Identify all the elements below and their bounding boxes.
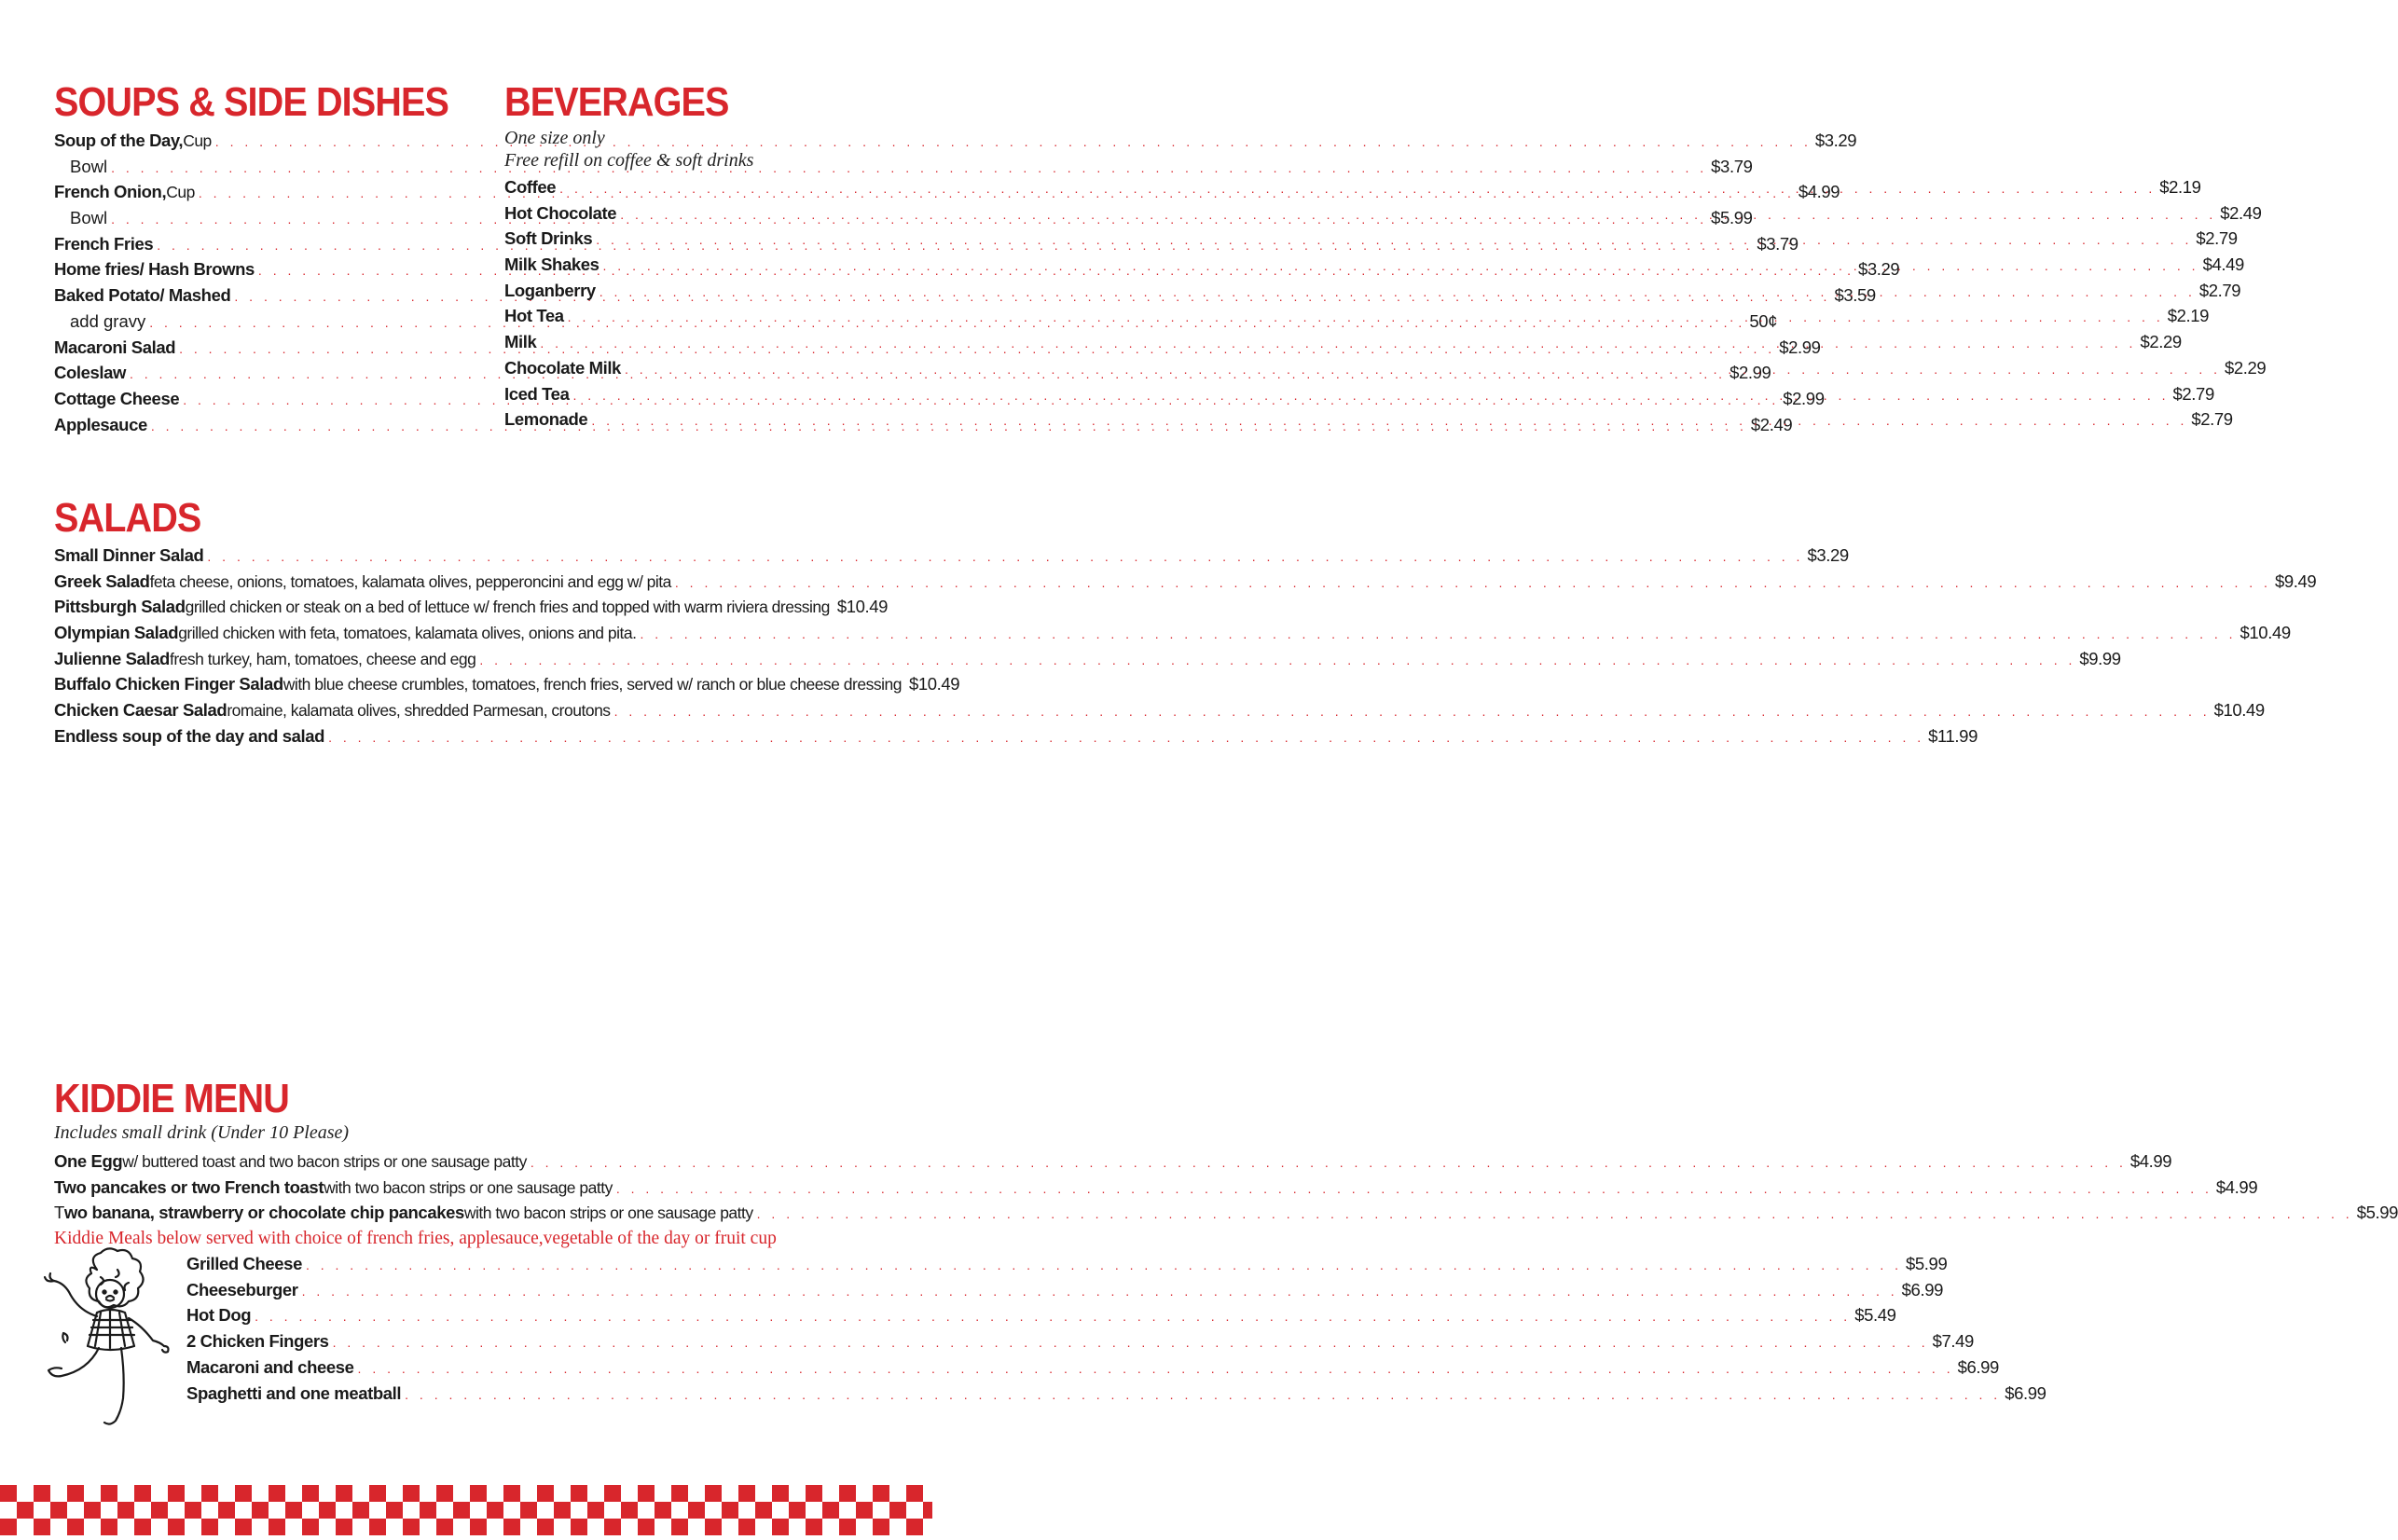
menu-item-price: 50¢ — [1749, 310, 1777, 331]
menu-item-variant: Bowl — [70, 208, 108, 228]
menu-item-row — [186, 1251, 1948, 1277]
dot-leader — [572, 383, 2169, 409]
menu-item-description: with two bacon strips or one sausage patty — [324, 1177, 613, 1197]
salads-section — [54, 494, 2317, 749]
menu-item-description: with blue cheese crumbles, tomatoes, french fries, served w/ ranch or blue cheese dressing — [283, 675, 902, 694]
menu-item-name: Olympian Salad — [54, 623, 179, 643]
menu-item-price: $11.99 — [1928, 725, 1978, 746]
menu-item-price: $2.19 — [2167, 306, 2210, 326]
dot-leader — [333, 1330, 1929, 1356]
menu-item-price: $3.79 — [1711, 156, 1753, 176]
menu-item-name: Soup of the Day, — [54, 131, 184, 150]
menu-item-price: $4.99 — [2215, 1176, 2258, 1197]
dot-leader — [479, 648, 2075, 674]
menu-item-price: $2.99 — [1779, 337, 1821, 357]
dot-leader — [616, 1176, 2212, 1203]
kiddie-title: KIDDIE MENU — [54, 1076, 289, 1121]
beverages-title: BEVERAGES — [504, 79, 729, 125]
menu-item-name: Coleslaw — [54, 363, 126, 383]
menu-item-price: $5.99 — [1711, 208, 1753, 228]
menu-item-row — [54, 569, 2317, 595]
menu-item-name: Chicken Caesar Salad — [54, 700, 227, 721]
menu-item-name: Hot Tea — [504, 306, 564, 326]
menu-item-name: Applesauce — [54, 414, 147, 434]
menu-item-row — [54, 646, 2121, 672]
menu-item-name: Two pancakes or two French toast — [54, 1176, 324, 1197]
kiddie-list — [54, 1148, 2398, 1226]
salads-title: SALADS — [54, 495, 201, 541]
menu-item-price: $4.49 — [2202, 254, 2244, 275]
dot-leader — [596, 227, 2192, 254]
menu-item-name: Julienne Salad — [54, 648, 170, 668]
menu-item-variant: add gravy — [70, 310, 146, 331]
menu-item-price: $2.19 — [2159, 177, 2201, 197]
menu-item-name: Milk — [504, 332, 537, 352]
menu-item-name: Spaghetti and one meatball — [186, 1382, 402, 1403]
menu-item-name: Cheeseburger — [186, 1279, 298, 1299]
menu-item-price: $2.49 — [1750, 414, 1793, 434]
menu-item-price: $10.49 — [836, 597, 889, 617]
menu-item-variant: Bowl — [70, 156, 108, 176]
menu-item-price: $2.29 — [2140, 332, 2182, 352]
menu-item-price: $2.79 — [2191, 409, 2233, 430]
menu-item-row — [54, 1175, 2258, 1201]
kiddie-meals-note: Kiddie Meals below served with choice of french fries, applesauce,vegetable of the day or fruit cup — [54, 1229, 777, 1249]
menu-item-price: $3.29 — [1807, 545, 1849, 565]
menu-item-row — [54, 723, 1978, 749]
dot-leader — [603, 254, 2199, 280]
menu-item-description: feta cheese, onions, tomatoes, kalamata olives, pepperoncini and egg w/ pita — [149, 571, 671, 591]
menu-item-name: Baked Potato/ Mashed — [54, 285, 231, 306]
menu-item-name: Iced Tea — [504, 383, 570, 404]
dot-leader — [568, 305, 2164, 331]
menu-item-price: $2.49 — [2220, 202, 2262, 223]
menu-item-price: $7.49 — [1932, 1331, 1974, 1352]
menu-item-row — [54, 697, 2265, 723]
dot-leader — [675, 571, 2271, 597]
dot-leader — [405, 1382, 2001, 1409]
menu-item-price: $3.29 — [1814, 131, 1857, 150]
menu-item-row — [186, 1381, 2047, 1407]
dot-leader — [215, 130, 1812, 156]
menu-item-description: w/ buttered toast and two bacon strips or one sausage patty — [122, 1152, 527, 1171]
menu-item-description: grilled chicken with feta, tomatoes, kalamata olives, onions and pita. — [178, 624, 637, 643]
menu-item-description: romaine, kalamata olives, shredded Parmesan, croutons — [227, 701, 611, 721]
menu-item-price: $5.99 — [1906, 1254, 1948, 1274]
menu-item-price: $9.49 — [2274, 571, 2317, 591]
menu-item-name: Chocolate Milk — [504, 357, 621, 378]
kiddie-note: Includes small drink (Under 10 Please) — [54, 1122, 350, 1143]
beverages-note-size: One size only — [504, 128, 605, 148]
menu-item-description: Cup — [183, 131, 212, 150]
menu-item-name: wo banana, strawberry or chocolate chip pancakes — [63, 1203, 464, 1223]
menu-item-row — [186, 1302, 1896, 1328]
menu-item-name: Hot Chocolate — [504, 202, 617, 223]
dot-leader — [328, 725, 1924, 751]
dot-leader — [591, 408, 2187, 434]
locai-section — [54, 817, 875, 818]
menu-item-row — [186, 1277, 1943, 1303]
dot-leader — [302, 1279, 1898, 1305]
dancing-chef-kid-icon — [32, 1249, 172, 1428]
menu-item-name: Cottage Cheese — [54, 388, 180, 408]
menu-item-price: $2.79 — [2198, 280, 2241, 300]
menu-item-row — [54, 594, 889, 620]
menu-item-price: $4.99 — [1798, 182, 1840, 202]
menu-item-name: French Onion, — [54, 182, 167, 202]
salads-list — [54, 543, 2317, 749]
menu-item-name: Loganberry — [504, 280, 596, 300]
checkerboard-footer — [0, 1485, 932, 1535]
menu-item-name: Macaroni Salad — [54, 337, 176, 357]
soups-title: SOUPS & SIDE DISHES — [54, 79, 449, 125]
menu-item-name: Endless soup of the day and salad — [54, 725, 325, 746]
menu-item-row — [54, 543, 1849, 569]
menu-item-price: $6.99 — [1957, 1356, 1999, 1377]
menu-item-row — [186, 1354, 1999, 1381]
menu-item-description: fresh turkey, ham, tomatoes, cheese and egg — [169, 649, 476, 668]
menu-item-name: Macaroni and cheese — [186, 1356, 354, 1377]
dot-leader — [620, 202, 2216, 228]
menu-item-name: Grilled Cheese — [186, 1254, 302, 1274]
dot-leader — [559, 176, 2156, 202]
menu-item-name: Buffalo Chicken Finger Salad — [54, 674, 283, 694]
menu-item-price: $4.99 — [2129, 1151, 2172, 1171]
menu-item-row — [54, 671, 960, 697]
menu-item-price: $10.49 — [2240, 623, 2291, 643]
dot-leader — [625, 357, 2221, 383]
menu-item-price: $3.59 — [1834, 285, 1876, 306]
dot-leader — [540, 331, 2136, 357]
dot-leader — [614, 699, 2211, 725]
dot-leader — [306, 1253, 1902, 1279]
menu-item-price: $2.79 — [2172, 383, 2214, 404]
menu-item-name: French Fries — [54, 233, 154, 254]
dot-leader — [255, 1304, 1851, 1330]
menu-item-name: Soft Drinks — [504, 228, 593, 249]
menu-item-description: Cup — [166, 183, 195, 202]
menu-item-price: $2.79 — [2196, 228, 2238, 249]
dot-leader — [640, 622, 2236, 648]
menu-item-price: $3.79 — [1757, 233, 1798, 254]
menu-item-name: Coffee — [504, 177, 557, 197]
menu-item-price: $3.29 — [1857, 259, 1900, 280]
menu-item-price: $2.29 — [2225, 357, 2267, 378]
menu-item-row — [54, 1200, 2398, 1226]
menu-item-price: $6.99 — [2005, 1382, 2047, 1403]
beverages-note-refill: Free refill on coffee & soft drinks — [504, 150, 754, 171]
dot-leader — [757, 1202, 2353, 1228]
menu-item-lead: T — [54, 1203, 64, 1223]
dot-leader — [531, 1150, 2127, 1176]
menu-item-name: Greek Salad — [54, 571, 150, 591]
menu-item-name: Milk Shakes — [504, 254, 600, 275]
checkerboard-pattern — [0, 1485, 932, 1535]
menu-item-description: grilled chicken or steak on a bed of lettuce w/ french fries and topped with warm riviera dressing — [185, 598, 830, 617]
menu-item-price: $2.99 — [1730, 363, 1771, 383]
menu-item-row — [54, 1148, 2172, 1175]
menu-item-name: Lemonade — [504, 409, 588, 430]
menu-item-price: $10.49 — [2213, 700, 2265, 721]
menu-item-name: Home fries/ Hash Browns — [54, 259, 255, 280]
menu-item-price: $5.99 — [2356, 1203, 2398, 1223]
menu-item-row — [54, 620, 2291, 646]
menu-item-price: $2.99 — [1783, 388, 1825, 408]
menu-item-price: $9.99 — [2079, 648, 2121, 668]
menu-item-name: 2 Chicken Fingers — [186, 1331, 329, 1352]
menu-item-name: Pittsburgh Salad — [54, 597, 186, 617]
menu-item-price: $10.49 — [908, 674, 960, 694]
menu-item-name: One Egg — [54, 1151, 123, 1171]
dot-leader — [358, 1356, 1954, 1382]
menu-item-description: with two bacon strips or one sausage patty — [463, 1203, 753, 1223]
menu-item-price: $6.99 — [1901, 1279, 1943, 1299]
kiddie-meals-list — [186, 1251, 2047, 1406]
menu-item-name: Hot Dog — [186, 1305, 252, 1326]
menu-item-row — [186, 1328, 1974, 1354]
menu-item-name: Small Dinner Salad — [54, 545, 204, 565]
dot-leader — [207, 544, 1803, 571]
kiddie-section — [54, 1075, 2398, 1406]
dot-leader — [600, 280, 2196, 306]
menu-item-price: $5.49 — [1854, 1305, 1896, 1326]
